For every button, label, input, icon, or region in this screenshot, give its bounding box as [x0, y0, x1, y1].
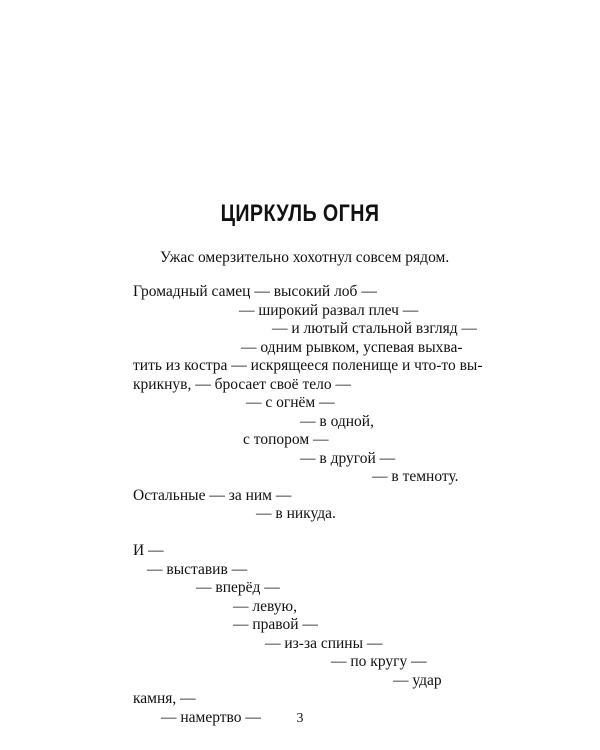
text-line: Остальные — за ним — — [133, 487, 292, 504]
text-line: Ужас омерзительно хохотнул совсем рядом. — [160, 249, 450, 266]
text-line: — из-за спины — — [265, 635, 383, 652]
text-line: — намертво — — [161, 709, 261, 726]
page-number: 3 — [296, 711, 304, 726]
text-line: тить из костра — искрящееся поленище и что-то вы- — [133, 357, 483, 374]
text-line: крикнув, — бросает своё тело — — [133, 376, 351, 393]
text-line: — в никуда. — [256, 505, 336, 522]
text-line: — правой — — [233, 616, 318, 633]
text-line: — и лютый стальной взгляд — — [272, 320, 478, 337]
text-line: — одним рывком, успевая выхва- — [241, 339, 463, 356]
text-line: — в одной, — [300, 413, 374, 430]
text-line: камня, — — [133, 690, 196, 707]
text-line: с топором — — [243, 431, 329, 448]
text-line: — удар — [393, 672, 442, 689]
text-line: И — — [133, 542, 164, 559]
text-line: — в другой — — [300, 450, 396, 467]
text-line: — левую, — [233, 598, 297, 615]
text-line: Громадный самец — высокий лоб — — [133, 283, 377, 300]
text-line: — вперёд — — [196, 579, 280, 596]
text-line: — по кругу — — [331, 653, 427, 670]
text-line: — с огнём — — [246, 394, 335, 411]
text-line: — широкий развал плеч — — [239, 302, 419, 319]
text-line: — в темноту. — [372, 468, 459, 485]
text-line: — выставив — — [147, 561, 248, 578]
chapter-title: ЦИРКУЛЬ ОГНЯ — [220, 200, 380, 227]
